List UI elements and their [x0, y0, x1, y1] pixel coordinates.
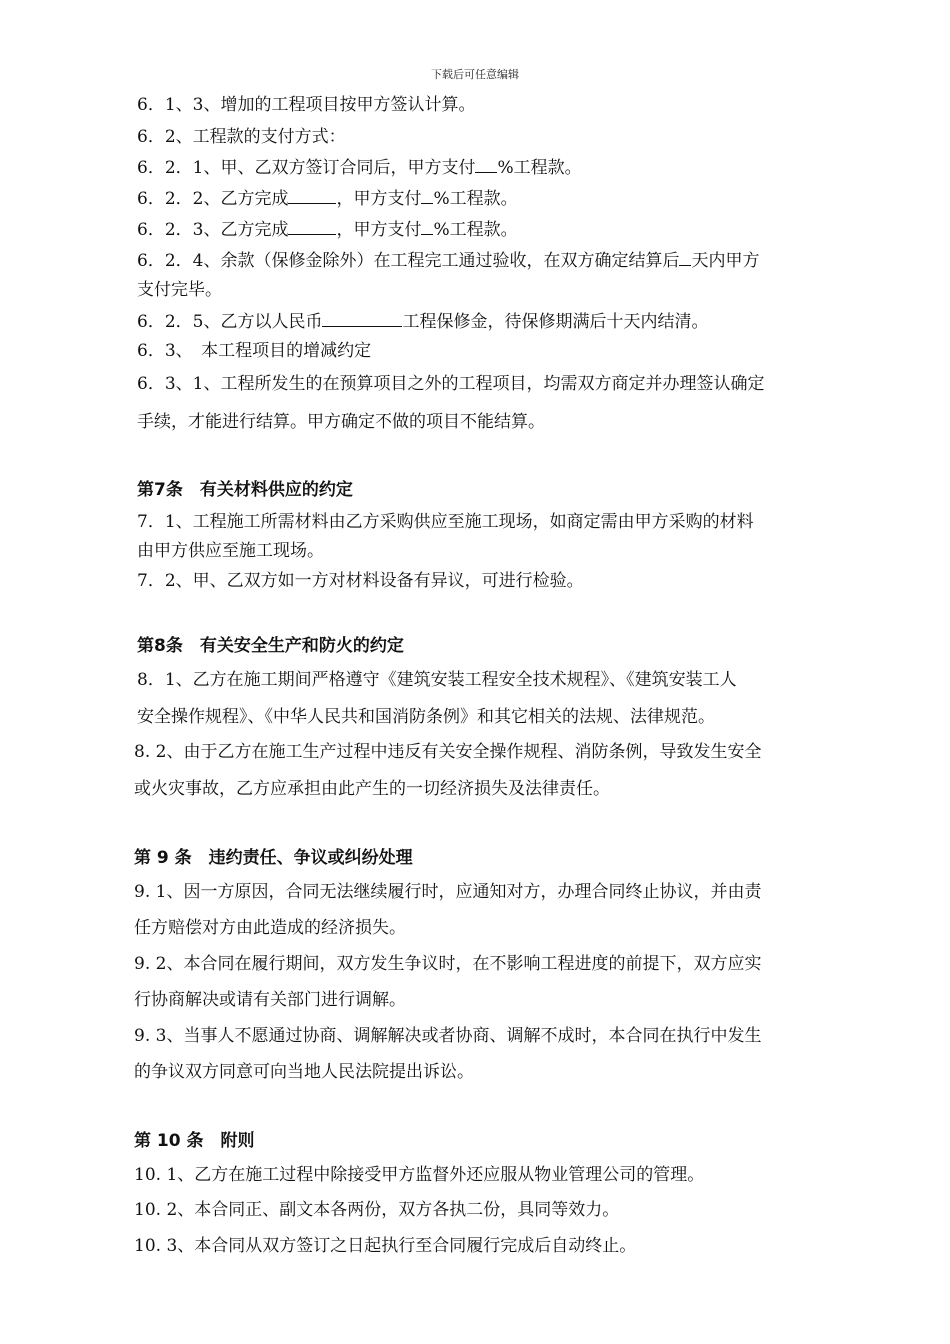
clause-8-2: 8. 2、由于乙方在施工生产过程中违反有关安全操作规程、消防条例，导致发生安全: [134, 742, 762, 762]
clause-9-3: 9. 3、当事人不愿通过协商、调解解决或者协商、调解不成时，本合同在执行中发生: [134, 1026, 762, 1046]
clause-10-3: 10. 3、本合同从双方签订之日起执行至合同履行完成后自动终止。: [134, 1236, 637, 1256]
article-7-heading: 第7条 有关材料供应的约定: [137, 480, 353, 500]
clause-6-1-3: 6．1、3、增加的工程项目按甲方签认计算。: [137, 95, 476, 115]
clause-9-1: 9. 1、因一方原因，合同无法继续履行时，应通知对方，办理合同终止协议，并由责: [134, 882, 762, 902]
clause-9-2: 9. 2、本合同在履行期间，双方发生争议时，在不影响工程进度的前提下，双方应实: [134, 954, 762, 974]
clause-7-1-cont: 由甲方供应至施工现场。: [137, 541, 324, 561]
clause-6-2-4-cont: 支付完毕。: [137, 280, 222, 300]
clause-7-2: 7．2、甲、乙双方如一方对材料设备有异议，可进行检验。: [137, 571, 584, 591]
blank-field: [288, 187, 336, 204]
clause-9-2-cont: 行协商解决或请有关部门进行调解。: [134, 990, 406, 1010]
clause-6-2-3-tail: %工程款。: [433, 220, 518, 240]
clause-6-3: 6．3、 本工程项目的增减约定: [137, 341, 372, 361]
clause-6-3-1: 6．3、1、工程所发生的在预算项目之外的工程项目，均需双方商定并办理签认确定: [137, 374, 765, 394]
clause-6-2-5-tail: 工程保修金，待保修期满后十天内结清。: [402, 312, 709, 332]
clause-6-2-2-mid: ，甲方支付: [336, 189, 422, 209]
clause-8-2-cont: 或火灾事故，乙方应承担由此产生的一切经济损失及法律责任。: [134, 779, 610, 799]
blank-field: [421, 218, 433, 235]
clause-6-2-3: [137, 218, 518, 240]
clause-8-1-cont: 安全操作规程》、《中华人民共和国消防条例》和其它相关的法规、法律规范。: [137, 707, 715, 727]
clause-6-2-2-tail: %工程款。: [433, 189, 518, 209]
blank-field: [288, 218, 336, 235]
clause-10-2: 10. 2、本合同正、副文本各两份，双方各执二份，具同等效力。: [134, 1200, 620, 1220]
clause-9-3-cont: 的争议双方同意可向当地人民法院提出诉讼。: [134, 1062, 474, 1082]
clause-6-2-4: [137, 249, 759, 271]
blank-field: [679, 249, 691, 266]
clause-6-2-1: [137, 156, 582, 178]
clause-6-2-1-text: 6．2．1、甲、乙双方签订合同后，甲方支付: [137, 158, 476, 178]
blank-field: [475, 156, 497, 173]
clause-9-1-cont: 任方赔偿对方由此造成的经济损失。: [134, 918, 406, 938]
clause-6-2-3-mid: ，甲方支付: [336, 220, 422, 240]
blank-field: [322, 310, 402, 327]
page-header: 下载后可任意编辑: [431, 68, 519, 81]
clause-6-2-4-tail: 天内甲方: [691, 251, 760, 271]
blank-field: [421, 187, 433, 204]
clause-6-2: 6．2、工程款的支付方式：: [137, 127, 346, 147]
article-10-heading: 第 10 条 附则: [134, 1131, 255, 1151]
clause-6-2-4-text: 6．2．4、余款（保修金除外）在工程完工通过验收，在双方确定结算后: [137, 251, 680, 271]
clause-6-2-2-text: 6．2．2、乙方完成: [137, 189, 289, 209]
clause-7-1: 7．1、工程施工所需材料由乙方采购供应至施工现场，如商定需由甲方采购的材料: [137, 512, 754, 532]
clause-6-2-1-tail: %工程款。: [497, 158, 582, 178]
clause-8-1: 8．1、乙方在施工期间严格遵守《建筑安装工程安全技术规程》、《建筑安装工人: [137, 670, 737, 690]
article-8-heading: 第8条 有关安全生产和防火的约定: [137, 636, 404, 656]
clause-6-3-1-cont: 手续，才能进行结算。甲方确定不做的项目不能结算。: [137, 412, 545, 432]
article-9-heading: 第 9 条 违约责任、争议或纠纷处理: [134, 848, 413, 868]
clause-6-2-5-text: 6．2．5、乙方以人民币: [137, 312, 323, 332]
clause-10-1: 10. 1、乙方在施工过程中除接受甲方监督外还应服从物业管理公司的管理。: [134, 1165, 705, 1185]
clause-6-2-2: [137, 187, 518, 209]
clause-6-2-5: [137, 310, 708, 332]
clause-6-2-3-text: 6．2．3、乙方完成: [137, 220, 289, 240]
